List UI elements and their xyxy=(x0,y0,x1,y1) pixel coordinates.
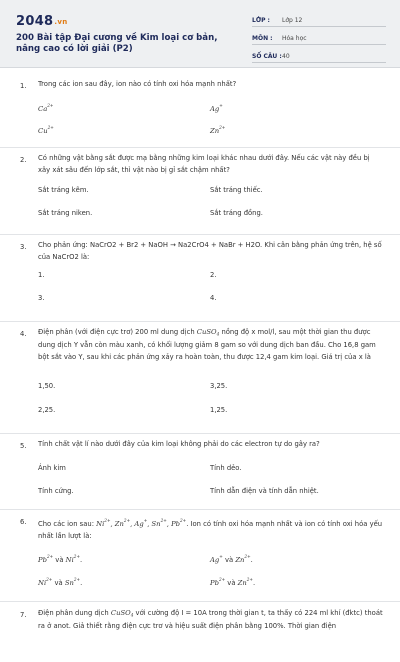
meta-subject: MÔN : Hóa học xyxy=(252,30,386,45)
question-number: 3. xyxy=(20,243,27,251)
option-b[interactable]: Tính dẻo. xyxy=(210,464,242,472)
option-a[interactable]: Ánh kim xyxy=(38,464,66,472)
question-text: Trong các ion sau đây, ion nào có tính oxi hóa mạnh nhất? xyxy=(38,80,237,88)
question-text: Có những vật bằng sắt được mạ bằng những kim loại khác nhau dưới đây. Nếu các vật này đều bị xây xát sâu đến lớp sắt, thì vật nào bị gỉ sắt chậm nhất? xyxy=(38,154,370,174)
option-a[interactable]: 1,50. xyxy=(38,382,56,390)
meta-grade: LỚP : Lớp 12 xyxy=(252,12,386,27)
option-a[interactable]: 1. xyxy=(38,271,45,279)
question-1 xyxy=(0,68,400,148)
question-text: Điện phân dung dịch CuSO$_4$ với cường độ I = 10A trong thời gian t, ta thấy có 224 ml khí (đktc) thoát ra ở anot. Giả thiết rằng điện cực trơ và hiệu suất điện phân bằng 100%. Thời gian điện xyxy=(38,609,383,630)
option-c[interactable]: Sắt tráng niken. xyxy=(38,209,93,217)
question-4 xyxy=(0,322,400,434)
question-text: Cho các ion sau: $Ni^{2+}$, $Zn^{2+}$, Ag+, $Sn^{2+}$, $Pb^{2+}$. Ion có tính oxi hóa mạnh nhất và ion có tính oxi hóa yếu nhất lần lượt là: xyxy=(38,518,383,540)
option-d[interactable]: 1,25. xyxy=(210,406,228,414)
option-b[interactable]: Ag+ xyxy=(210,103,223,113)
document-header xyxy=(0,0,400,68)
option-d[interactable]: $Zn^{2+}$ xyxy=(210,125,226,135)
question-text: Tính chất vật lí nào dưới đây của kim loại không phải do các electron tự do gây ra? xyxy=(38,440,320,448)
document-meta xyxy=(252,12,386,66)
option-d[interactable]: Tính dẫn điện và tính dẫn nhiệt. xyxy=(210,487,319,495)
question-number: 1. xyxy=(20,82,27,90)
option-d[interactable]: 4. xyxy=(210,294,217,302)
question-number: 2. xyxy=(20,156,27,164)
question-number: 5. xyxy=(20,442,27,450)
option-c[interactable]: $Cu^{2+}$ xyxy=(38,125,54,135)
option-a[interactable]: $Pb^{2+}$ và $Ni^{2+}$. xyxy=(38,554,83,564)
option-a[interactable]: Sắt tráng kẽm. xyxy=(38,186,89,194)
option-d[interactable]: Sắt tráng đồng. xyxy=(210,209,263,217)
option-c[interactable]: Tính cứng. xyxy=(38,487,74,495)
question-2 xyxy=(0,148,400,235)
question-number: 6. xyxy=(20,518,27,526)
question-text: Cho phản ứng: NaCrO2 + Br2 + NaOH → Na2CrO4 + NaBr + H2O. Khi cân bằng phản ứng trên, hệ số của NaCrO2 là: xyxy=(38,241,382,261)
question-3 xyxy=(0,235,400,322)
question-5 xyxy=(0,434,400,510)
option-d[interactable]: $Pb^{2+}$ và $Zn^{2+}$. xyxy=(210,577,256,587)
option-c[interactable]: 3. xyxy=(38,294,45,302)
meta-question-count: SỐ CÂU : 40 xyxy=(252,48,386,63)
option-a[interactable]: $Ca^{2+}$ xyxy=(38,103,54,113)
question-6 xyxy=(0,510,400,602)
site-logo[interactable]: 2048.vn xyxy=(16,14,68,29)
question-number: 7. xyxy=(20,611,27,619)
option-b[interactable]: 3,25. xyxy=(210,382,228,390)
document-title: 200 Bài tập Đại cương về Kim loại cơ bản, nâng cao có lời giải (P2) xyxy=(16,33,218,54)
question-number: 4. xyxy=(20,330,27,338)
option-c[interactable]: 2,25. xyxy=(38,406,56,414)
question-text: Điện phân (với điện cực trơ) 200 ml dung dịch CuSO$_4$ nồng độ x mol/l, sau một thời gian thu được dung dịch Y vẫn còn màu xanh, có khối lượng giảm 8 gam so với dung dịch ban đầu. Cho 16,8 gam bột sắt vào Y, sau khi các phản ứng xảy ra hoàn toàn, thu được 12,4 gam kim loại. Giá trị của x là xyxy=(38,328,376,361)
option-c[interactable]: $Ni^{2+}$ và $Sn^{2+}$. xyxy=(38,577,83,587)
question-7 xyxy=(0,602,400,662)
option-b[interactable]: 2. xyxy=(210,271,217,279)
option-b[interactable]: Ag+ và $Zn^{2+}$. xyxy=(210,554,253,564)
option-b[interactable]: Sắt tráng thiếc. xyxy=(210,186,263,194)
